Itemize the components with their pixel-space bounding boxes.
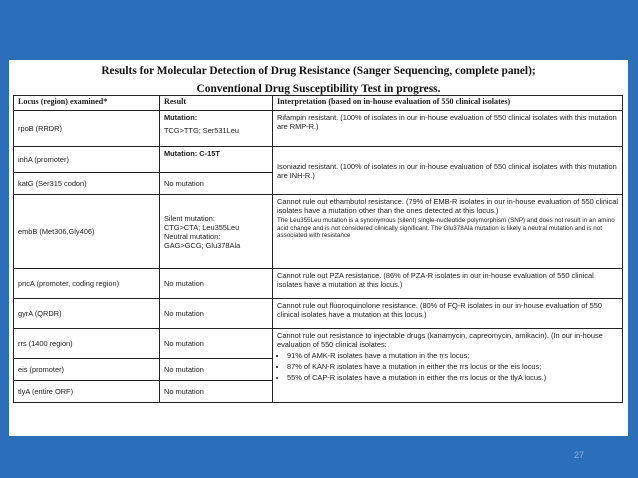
list-item: • 91% of AMK-R isolates have a mutation in the rrs locus; — [287, 351, 618, 360]
result-tlya: No mutation — [160, 381, 273, 403]
locus-pnca: pncA (promoter, coding region) — [14, 269, 160, 299]
header-locus: Locus (region) examined* — [14, 96, 160, 111]
result-embb — [160, 195, 273, 269]
table-row-pnca — [14, 269, 623, 299]
locus-inha: inhA (promoter) — [14, 147, 160, 173]
locus-embb: embB (Met306,Gly406) — [14, 195, 160, 269]
table-row-inha — [14, 147, 623, 173]
result-rrs: No mutation — [160, 329, 273, 359]
result-inha: Mutation: C-15T — [160, 147, 273, 173]
table-row-gyra — [14, 299, 623, 329]
header-result: Result — [160, 96, 273, 111]
report-title-line-1: Results for Molecular Detection of Drug Resistance (Sanger Sequencing, complete panel); — [101, 65, 536, 77]
result-eis: No mutation — [160, 359, 273, 381]
interpretation-injectables — [273, 329, 623, 403]
interpretation-rpob: Rifampin resistant. (100% of isolates in our in-house evaluation of 550 clinical isolates with this mutation are RMP-R.) — [273, 111, 623, 147]
result-rpob-line2: TCG>TTG; Ser531Leu — [164, 126, 239, 135]
result-pnca: No mutation — [160, 269, 273, 299]
locus-katg: katG (Ser315 codon) — [14, 173, 160, 195]
header-interpretation: Interpretation (based on in-house evaluation of 550 clinical isolates) — [273, 96, 623, 111]
table-row-rpob — [14, 111, 623, 147]
list-item: • 87% of KAN-R isolates have a mutation in either the rrs locus or the eis locus; — [287, 362, 618, 371]
result-rpob — [160, 111, 273, 147]
result-embb-line1: Silent mutation: — [164, 213, 215, 223]
table-row-embb — [14, 195, 623, 269]
result-katg: No mutation — [160, 173, 273, 195]
result-rpob-line1: Mutation: — [164, 113, 198, 122]
interpretation-embb-note: The Leu355Leu mutation is a synonymous (silent) single-nucleotide polymorphism (SNP) and does not result in an amino acid change and is not considered clinically significant. The Glu378Ala mutation is likely a neutral mutation and is not associated with resistance — [277, 217, 615, 239]
interpretation-gyra: Cannot rule out fluoroquinolone resistance. (80% of FQ-R isolates in our in-house evaluation of 550 clinical isolates have a mutation at this locus.) — [273, 299, 623, 329]
interpretation-injectables-intro: Cannot rule out resistance to injectable drugs (kanamycin, capreomycin, amikacin). (In our in-house evaluation of 550 clinical isolates: — [277, 331, 603, 349]
interpretation-inh: Isoniazid resistant. (100% of isolates in our in-house evaluation of 550 clinical isolates with this mutation are INH-R.) — [273, 147, 623, 195]
interpretation-injectables-list — [277, 351, 618, 382]
result-gyra: No mutation — [160, 299, 273, 329]
list-item: • 55% of CAP-R isolates have a mutation in either the rrs locus or the tlyA locus.) — [287, 373, 618, 382]
result-embb-line4: GAG>GCG; Glu378Ala — [164, 240, 241, 250]
interpretation-pnca: Cannot rule out PZA resistance. (86% of PZA-R isolates in our in-house evaluation of 550 clinical isolates have a mutation at this locus.) — [273, 269, 623, 299]
locus-gyra: gyrA (QRDR) — [14, 299, 160, 329]
table-row-rrs — [14, 329, 623, 359]
interpretation-embb-main: Cannot rule out ethambutol resistance. (79% of EMB-R isolates in our in-house evaluation of 550 clinical isolates have a mutation other than the ones detected at this locus.) — [277, 197, 618, 215]
locus-eis: eis (promoter) — [14, 359, 160, 381]
results-table — [13, 95, 623, 403]
document-page — [9, 60, 628, 436]
header-row — [14, 96, 623, 111]
locus-tlya: tlyA (entire ORF) — [14, 381, 160, 403]
page-number: 27 — [574, 450, 585, 460]
report-title-line-2: Conventional Drug Susceptibility Test in progress. — [196, 83, 441, 95]
locus-rrs: rrs (1400 region) — [14, 329, 160, 359]
interpretation-embb — [273, 195, 623, 269]
result-embb-line3: Neutral mutation: — [164, 231, 221, 241]
result-embb-line2: CTG>CTA; Leu355Leu — [164, 222, 240, 232]
locus-rpob: rpoB (RRDR) — [14, 111, 160, 147]
